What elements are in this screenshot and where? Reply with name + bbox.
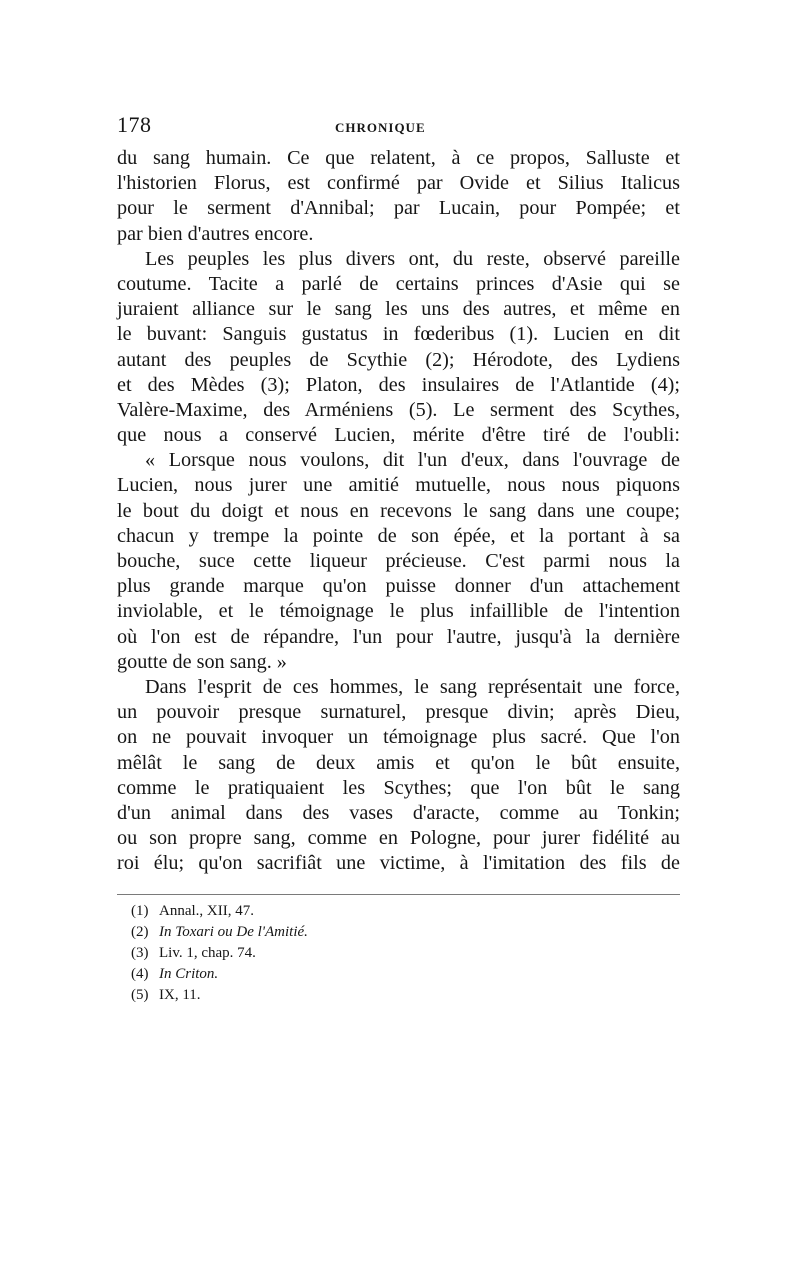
footnote — [131, 922, 680, 943]
text-line: roi élu; qu'on sacrifiât une victime, à l'imitation des fils de — [117, 852, 680, 875]
text-line: goutte de son sang. » — [117, 650, 287, 673]
text-line: bouche, suce cette liqueur précieuse. C'est parmi nous la — [117, 550, 680, 572]
footnote — [131, 943, 680, 964]
text-line: le bout du doigt et nous en recevons le sang dans une coupe; — [117, 499, 680, 522]
text-line: chacun y trempe la pointe de son épée, et la portant à sa — [117, 524, 680, 547]
footnote-mark: (3) — [131, 945, 149, 962]
text-line: Valère-Maxime, des Arméniens (5). Le serment des Scythes, — [117, 398, 680, 421]
text-line: un pouvoir presque surnaturel, presque divin; après Dieu, — [117, 701, 680, 724]
footnote-mark: (5) — [131, 987, 149, 1004]
text-line: le buvant: Sanguis gustatus in fœderibus (1). Lucien en dit — [117, 323, 680, 346]
text-line: Lucien, nous jurer une amitié mutuelle, nous nous piquons — [117, 474, 680, 497]
text-line: inviolable, et le témoignage le plus infaillible de l'intention — [117, 600, 680, 623]
text-line: Les peuples les plus divers ont, du reste, observé pareille — [145, 247, 680, 270]
footnote-mark: (4) — [131, 966, 149, 983]
footnote-text: Liv. 1, chap. 74. — [159, 945, 256, 962]
footnote — [131, 901, 680, 922]
text-line: autant des peuples de Scythie (2); Hérodote, des Lydiens — [117, 348, 680, 371]
footnote-text: IX, 11. — [159, 987, 201, 1004]
text-line: coutume. Tacite a parlé de certains princes d'Asie qui se — [117, 272, 680, 295]
footnotes — [117, 901, 680, 1006]
text-line: on ne pouvait invoquer un témoignage plus sacré. Que l'on — [117, 726, 680, 749]
text-line: ou son propre sang, comme en Pologne, pour jurer fidélité au — [117, 827, 680, 850]
footnote-divider — [117, 894, 680, 895]
running-head: CHRONIQUE — [335, 120, 426, 135]
text-line: et des Mèdes (3); Platon, des insulaires de l'Atlantide (4); — [117, 373, 680, 396]
footnote-mark: (1) — [131, 903, 149, 920]
text-line: du sang humain. Ce que relatent, à ce propos, Salluste et — [117, 147, 680, 169]
text-line: juraient alliance sur le sang les uns des autres, et même en — [117, 298, 680, 321]
book-page — [117, 112, 680, 1006]
footnote — [131, 964, 680, 985]
text-line: d'un animal dans des vases d'aracte, comme au Tonkin; — [117, 801, 680, 824]
footnote-text: In Toxari ou De l'Amitié. — [159, 924, 308, 941]
text-line: « Lorsque nous voulons, dit l'un d'eux, dans l'ouvrage de — [145, 449, 680, 472]
footnote-text: In Criton. — [159, 966, 219, 983]
text-line: pour le serment d'Annibal; par Lucain, pour Pompée; et — [117, 197, 680, 220]
text-line: par bien d'autres encore. — [117, 222, 314, 245]
text-line: plus grande marque qu'on puisse donner d'un attachement — [117, 575, 680, 598]
page-header — [117, 112, 680, 146]
text-line: Dans l'esprit de ces hommes, le sang représentait une force, — [145, 675, 680, 698]
footnote-text: Annal., XII, 47. — [159, 903, 254, 920]
footnote — [131, 985, 680, 1006]
body-text — [117, 146, 680, 876]
text-line: que nous a conservé Lucien, mérite d'être tiré de l'oubli: — [117, 424, 680, 447]
page-number: 178 — [117, 112, 152, 137]
text-line: comme le pratiquaient les Scythes; que l'on bût le sang — [117, 776, 680, 799]
text-line: l'historien Florus, est confirmé par Ovide et Silius Italicus — [117, 172, 680, 195]
text-line: où l'on est de répandre, l'un pour l'autre, jusqu'à la dernière — [117, 625, 680, 648]
footnote-mark: (2) — [131, 924, 149, 941]
text-line: mêlât le sang de deux amis et qu'on le bût ensuite, — [117, 751, 680, 774]
